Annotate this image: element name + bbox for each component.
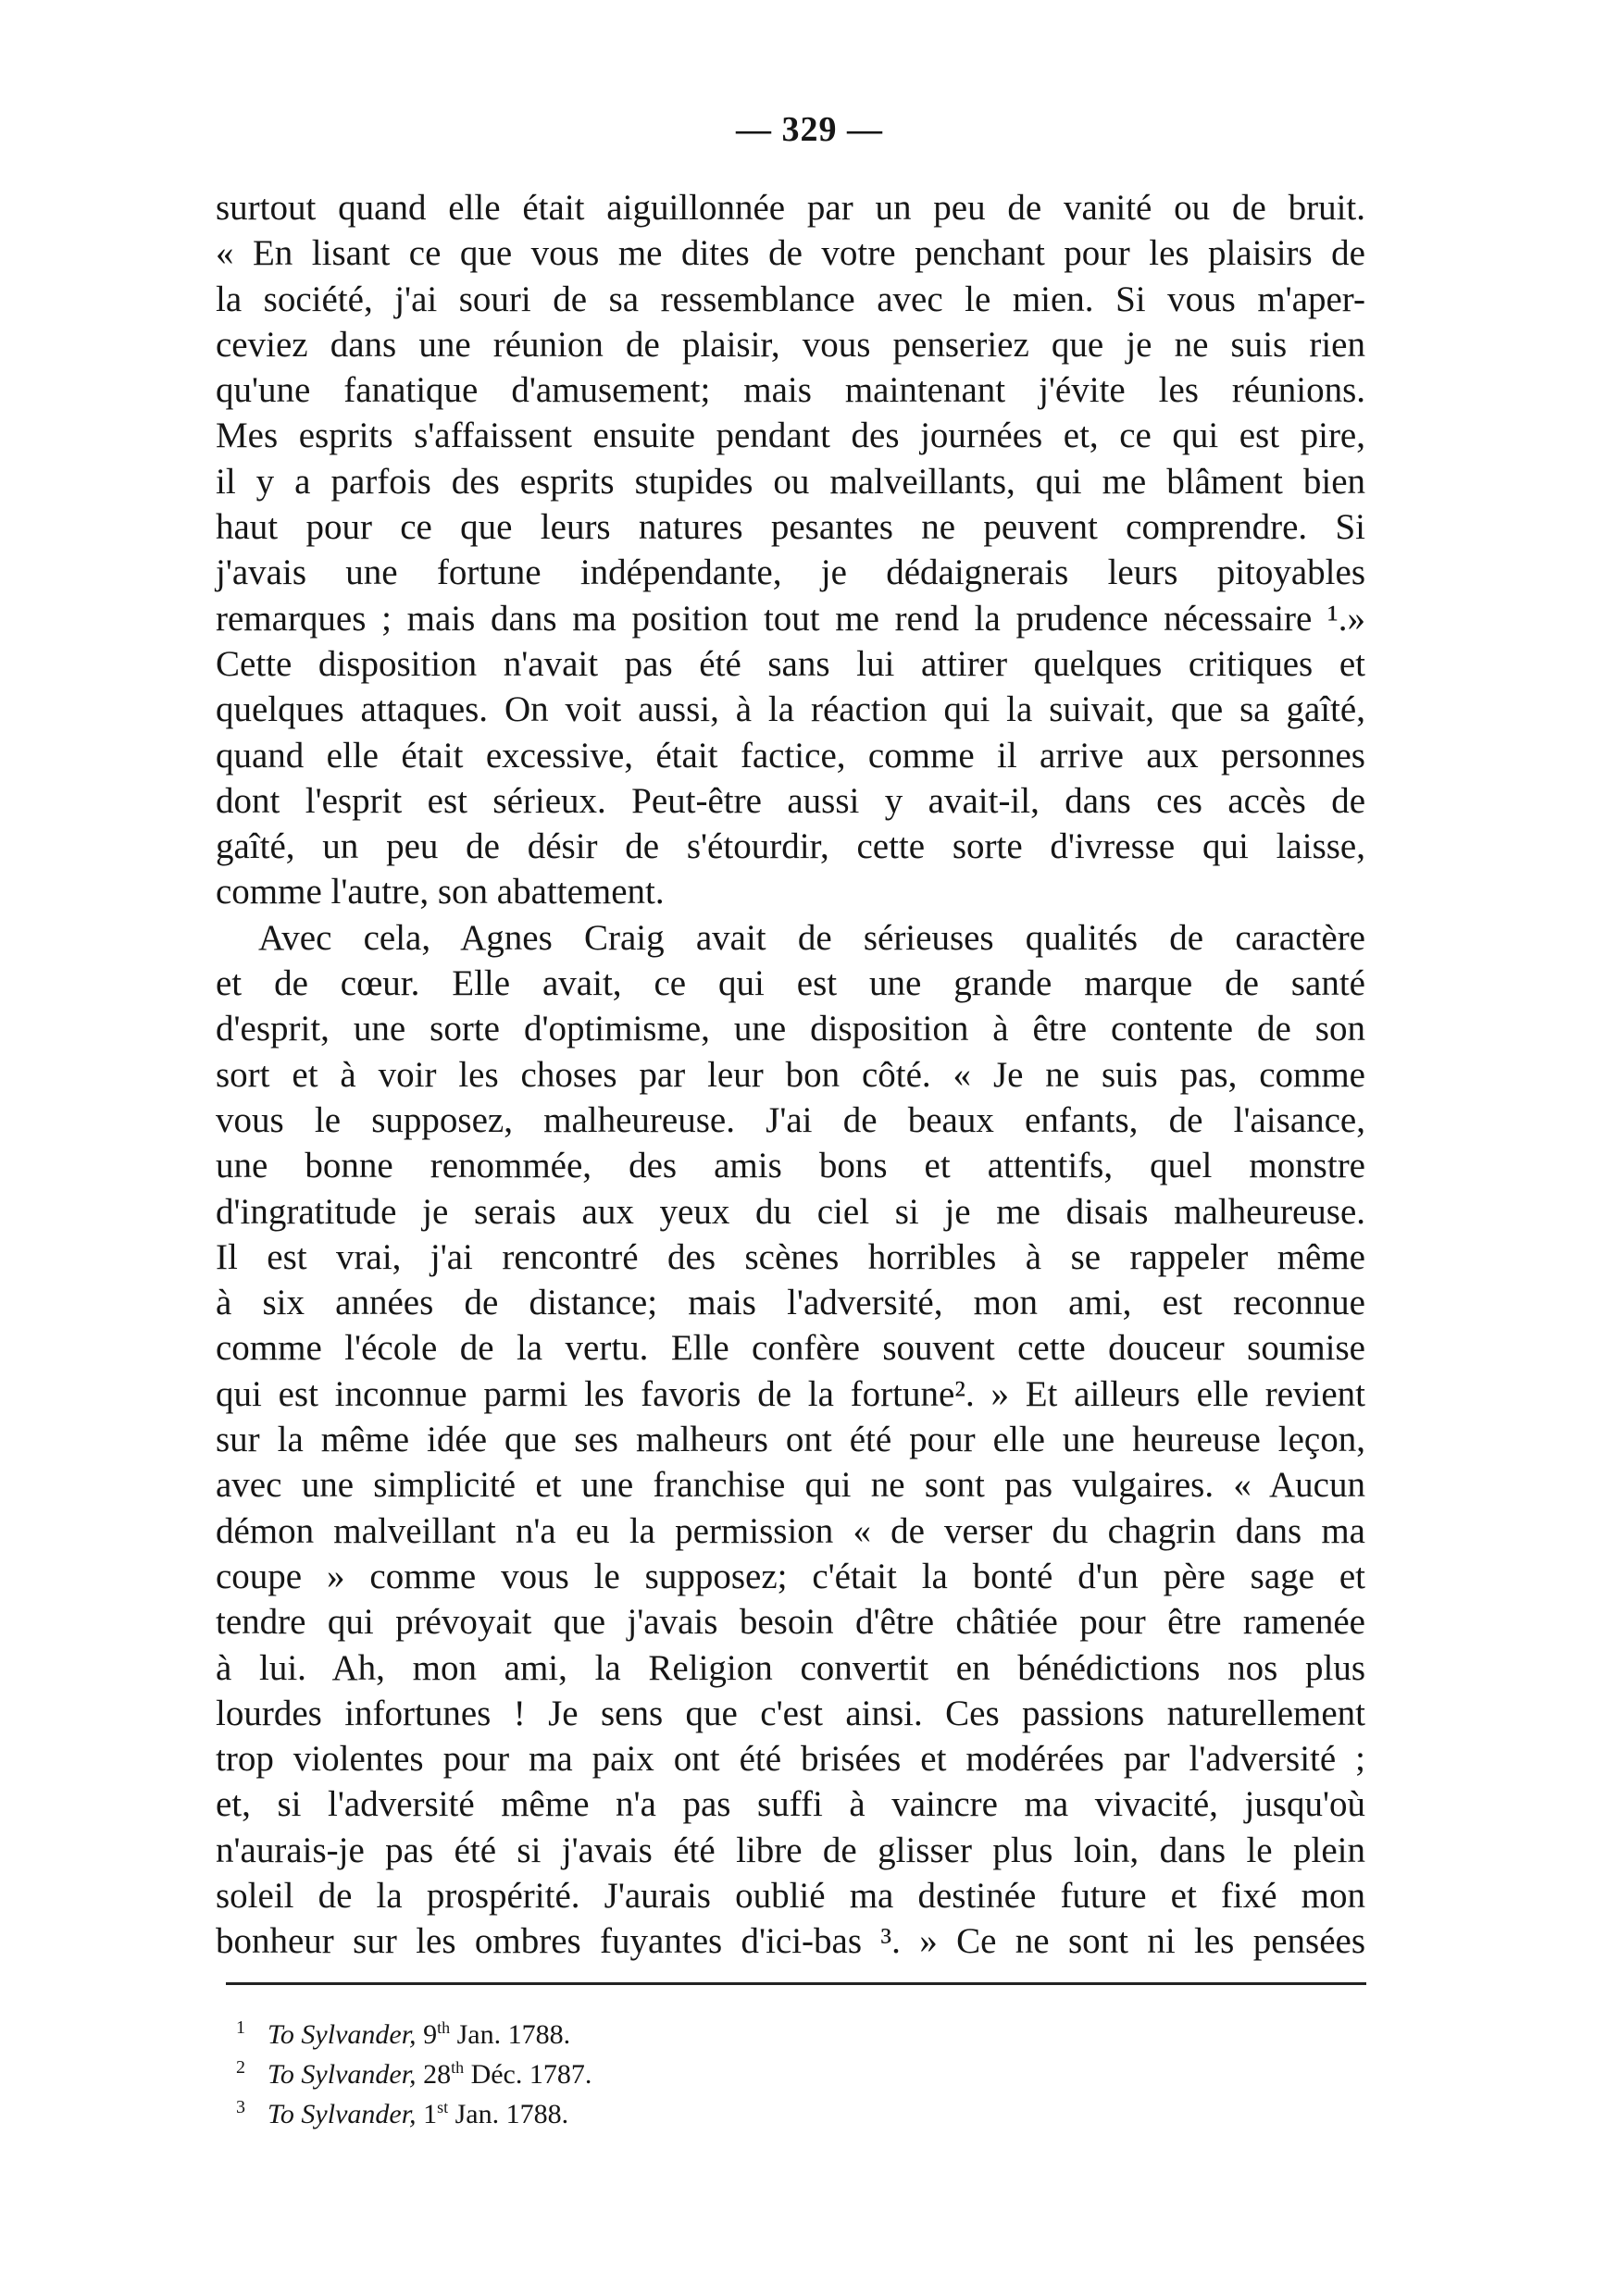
footnote-2 [236,2054,592,2094]
footnote-mark: 1 [236,2017,245,2038]
text-line: Il est vrai, j'ai rencontré des scènes horribles à se rappeler même [216,1236,1365,1277]
text-line: avec une simplicité et une franchise qui ne sont pas vulgaires. « Aucun [216,1465,1365,1506]
footnote-1 [236,2015,592,2054]
text-line: coupe » comme vous le supposez; c'était la bonté d'un père sage et [216,1556,1365,1596]
footnote-day: 1 [423,2099,438,2129]
footnote-divider [226,1982,1366,1985]
paragraph-start-line: Avec cela, Agnes Craig avait de sérieuses qualités de caractère [258,917,1365,958]
text-line: sur la même idée que ses malheurs ont été pour elle une heureuse leçon, [216,1420,1365,1460]
text-line: qui est inconnue parmi les favoris de la fortune². » Et ailleurs elle revient [216,1373,1365,1414]
text-line: Mes esprits s'affaissent ensuite pendant des journées et, ce qui est pire, [216,416,1365,456]
text-line: vous le supposez, malheureuse. J'ai de beaux enfants, de l'aisance, [216,1099,1365,1140]
text-line: bonheur sur les ombres fuyantes d'ici-bas ³. » Ce ne sont ni les pensées [216,1921,1365,1962]
text-line: quelques attaques. On voit aussi, à la réaction qui la suivait, que sa gaîté, [216,689,1365,730]
text-line: haut pour ce que leurs natures pesantes ne peuvent comprendre. Si [216,507,1365,548]
text-line: comme l'école de la vertu. Elle confère souvent cette douceur soumise [216,1328,1365,1369]
body-text [216,185,1365,1965]
text-line: d'esprit, une sorte d'optimisme, une disposition à être contente de son [216,1009,1365,1049]
text-line: il y a parfois des esprits stupides ou malveillants, qui me blâment bien [216,461,1365,502]
paragraph-end-line: comme l'autre, son abattement. [216,872,665,912]
footnote-mark: 2 [236,2057,245,2078]
text-line: une bonne renommée, des amis bons et attentifs, quel monstre [216,1146,1365,1186]
footnote-day-suffix: th [437,2018,451,2037]
text-line: ceviez dans une réunion de plaisir, vous penseriez que je ne suis rien [216,324,1365,365]
text-line: gaîté, un peu de désir de s'étourdir, cette sorte d'ivresse qui laisse, [216,826,1365,867]
footnote-title: To Sylvander, [268,2099,417,2129]
footnote-day-suffix: st [437,2098,449,2116]
text-line: à six années de distance; mais l'adversité, mon ami, est reconnue [216,1283,1365,1323]
text-line: remarques ; mais dans ma position tout me rend la prudence nécessaire ¹.» [216,598,1365,639]
footnote-date: Jan. 1788. [456,2019,571,2050]
page-number: — 329 — [736,110,883,149]
text-line: d'ingratitude je serais aux yeux du ciel si je me disais malheureuse. [216,1191,1365,1232]
footnote-3 [236,2094,592,2134]
text-line: lourdes infortunes ! Je sens que c'est ainsi. Ces passions naturellement [216,1693,1365,1733]
text-line: n'aurais-je pas été si j'avais été libre de glisser plus loin, dans le plein [216,1830,1365,1870]
footnote-title: To Sylvander, [268,2059,417,2090]
footnote-title: To Sylvander, [268,2019,417,2050]
text-line: trop violentes pour ma paix ont été brisées et modérées par l'adversité ; [216,1739,1365,1780]
text-line: qu'une fanatique d'amusement; mais maintenant j'évite les réunions. [216,370,1365,411]
text-line: quand elle était excessive, était factice, comme il arrive aux personnes [216,735,1365,776]
text-line: soleil de la prospérité. J'aurais oublié ma destinée future et fixé mon [216,1875,1365,1916]
footnote-date: Jan. 1788. [455,2099,569,2129]
text-line: tendre qui prévoyait que j'avais besoin d'être châtiée pour être ramenée [216,1602,1365,1643]
text-line: j'avais une fortune indépendante, je dédaignerais leurs pitoyables [216,552,1365,593]
text-line: Cette disposition n'avait pas été sans lui attirer quelques critiques et [216,643,1365,684]
text-line: la société, j'ai souri de sa ressemblance avec le mien. Si vous m'aper- [216,279,1365,319]
footnote-date: Déc. 1787. [470,2059,592,2090]
footnote-mark: 3 [236,2097,245,2117]
text-line: sort et à voir les choses par leur bon côté. « Je ne suis pas, comme [216,1054,1365,1095]
text-line: à lui. Ah, mon ami, la Religion convertit en bénédictions nos plus [216,1647,1365,1688]
text-line: et de cœur. Elle avait, ce qui est une grande marque de santé [216,963,1365,1004]
text-line: « En lisant ce que vous me dites de votre penchant pour les plaisirs de [216,233,1365,274]
footnote-day: 28 [423,2059,452,2090]
text-line: surtout quand elle était aiguillonnée par un peu de vanité ou de bruit. [216,188,1365,228]
footnote-day: 9 [423,2019,438,2050]
text-line: démon malveillant n'a eu la permission « de verser du chagrin dans ma [216,1510,1365,1551]
footnote-day-suffix: th [451,2058,465,2077]
text-line: et, si l'adversité même n'a pas suffi à vaincre ma vivacité, jusqu'où [216,1784,1365,1825]
text-line: dont l'esprit est sérieux. Peut-être aussi y avait-il, dans ces accès de [216,780,1365,821]
footnotes [236,2015,592,2134]
